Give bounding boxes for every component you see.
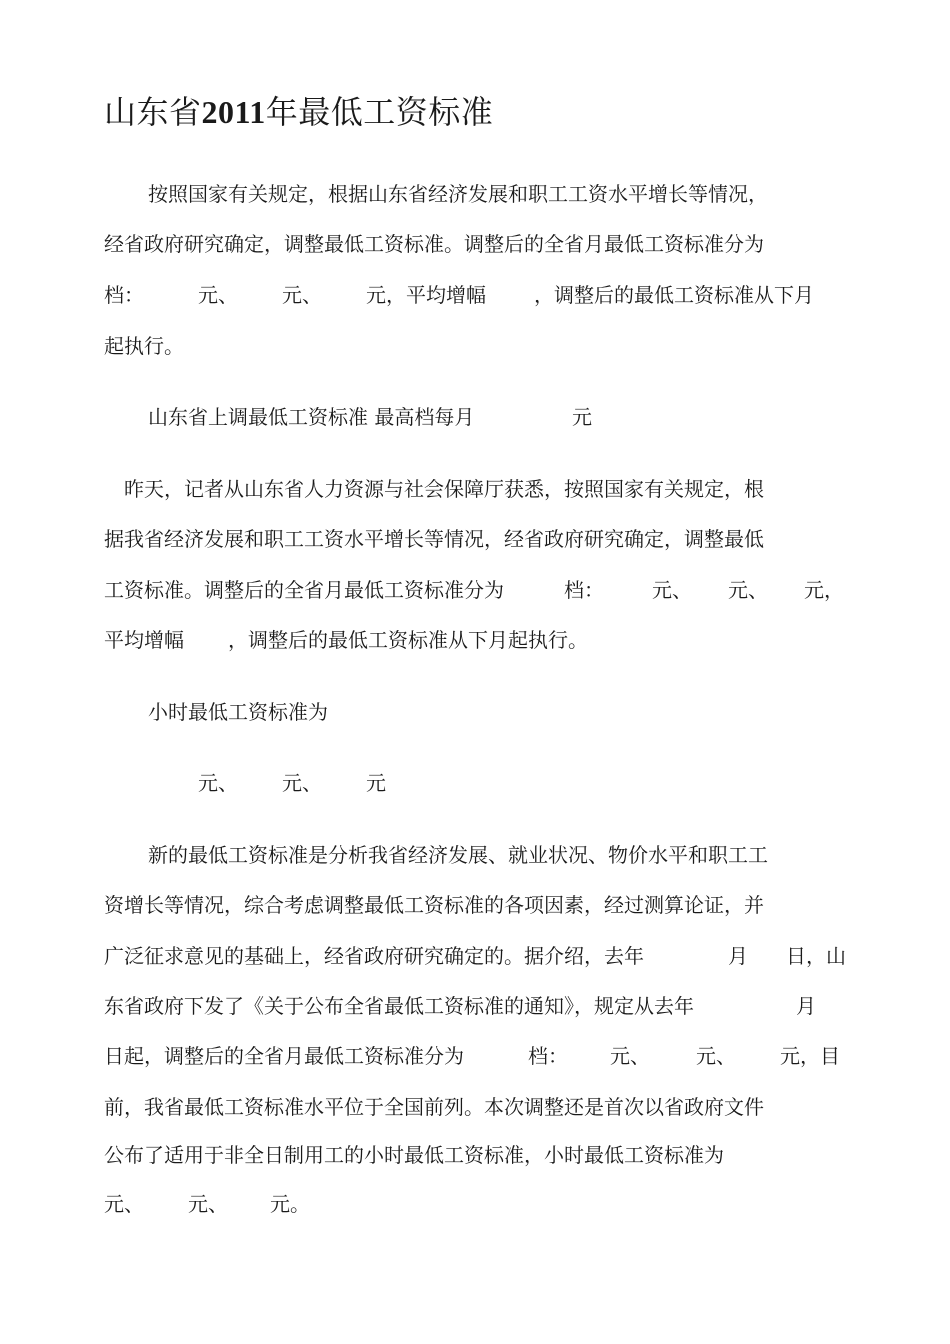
para2-l3-seg1: 工资标准。调整后的全省月最低工资标准分为	[104, 578, 504, 602]
hourly-value-2: 元、	[282, 771, 322, 795]
sub-headline-unit: 元	[572, 405, 592, 429]
hourly-value-1: 元、	[198, 771, 238, 795]
para1-line4: 起执行。	[104, 334, 184, 358]
para3-l5-seg4: 元、	[696, 1044, 736, 1068]
para3-l4-seg2: 月	[796, 994, 816, 1018]
para3-l5-seg3: 元、	[610, 1044, 650, 1068]
para1-l3-seg1: 档：	[104, 283, 144, 307]
para3-line2: 资增长等情况，综合考虑调整最低工资标准的各项因素，经过测算论证，并	[104, 893, 764, 917]
para3-l5-seg1: 日起，调整后的全省月最低工资标准分为	[104, 1044, 464, 1068]
para1-line2: 经省政府研究确定，调整最低工资标准。调整后的全省月最低工资标准分为	[104, 232, 764, 256]
para3-l8-seg1: 元、	[104, 1192, 144, 1216]
para3-l3-seg1: 广泛征求意见的基础上，经省政府研究确定的。据介绍，去年	[104, 944, 644, 968]
para3-line1: 新的最低工资标准是分析我省经济发展、就业状况、物价水平和职工工	[148, 843, 768, 867]
page-title	[104, 88, 493, 136]
para2-l3-seg3: 元、	[652, 578, 692, 602]
para3-line7: 公布了适用于非全日制用工的小时最低工资标准，小时最低工资标准为	[104, 1143, 724, 1167]
para3-l8-seg3: 元。	[270, 1192, 310, 1216]
para2-l3-seg5: 元，	[804, 578, 844, 602]
para3-l4-seg1: 东省政府下发了《关于公布全省最低工资标准的通知》，规定从去年	[104, 994, 694, 1018]
hourly-value-3: 元	[366, 771, 386, 795]
sub-headline-text: 山东省上调最低工资标准 最高档每月	[148, 405, 475, 429]
para3-l3-seg2: 月	[728, 944, 748, 968]
para3-l5-seg2: 档：	[528, 1044, 568, 1068]
hourly-label: 小时最低工资标准为	[148, 700, 328, 724]
para3-line6: 前，我省最低工资标准水平位于全国前列。本次调整还是首次以省政府文件	[104, 1095, 764, 1119]
title-prefix: 山东省	[104, 93, 202, 131]
para1-l3-seg5: ，调整后的最低工资标准从下月	[534, 283, 814, 307]
para1-l3-seg2: 元、	[198, 283, 238, 307]
para2-l3-seg2: 档：	[564, 578, 604, 602]
para1-line1: 按照国家有关规定，根据山东省经济发展和职工工资水平增长等情况，	[148, 182, 768, 206]
para2-line2: 据我省经济发展和职工工资水平增长等情况，经省政府研究确定，调整最低	[104, 527, 764, 551]
para2-l1-text: 昨天，记者从山东省人力资源与社会保障厅获悉，按照国家有关规定，根	[124, 477, 764, 501]
title-suffix: 年最低工资标准	[265, 93, 494, 131]
para2-l3-seg4: 元、	[728, 578, 768, 602]
para3-l8-seg2: 元、	[188, 1192, 228, 1216]
para2-l4-seg1: 平均增幅	[104, 628, 184, 652]
para1-l3-seg3: 元、	[282, 283, 322, 307]
para3-l5-seg5: 元，目	[780, 1044, 840, 1068]
para2-l4-seg2: ，调整后的最低工资标准从下月起执行。	[228, 628, 588, 652]
para1-l3-seg4: 元，平均增幅	[366, 283, 486, 307]
para3-l3-seg3: 日，山	[786, 944, 846, 968]
title-year: 2011	[201, 94, 266, 130]
